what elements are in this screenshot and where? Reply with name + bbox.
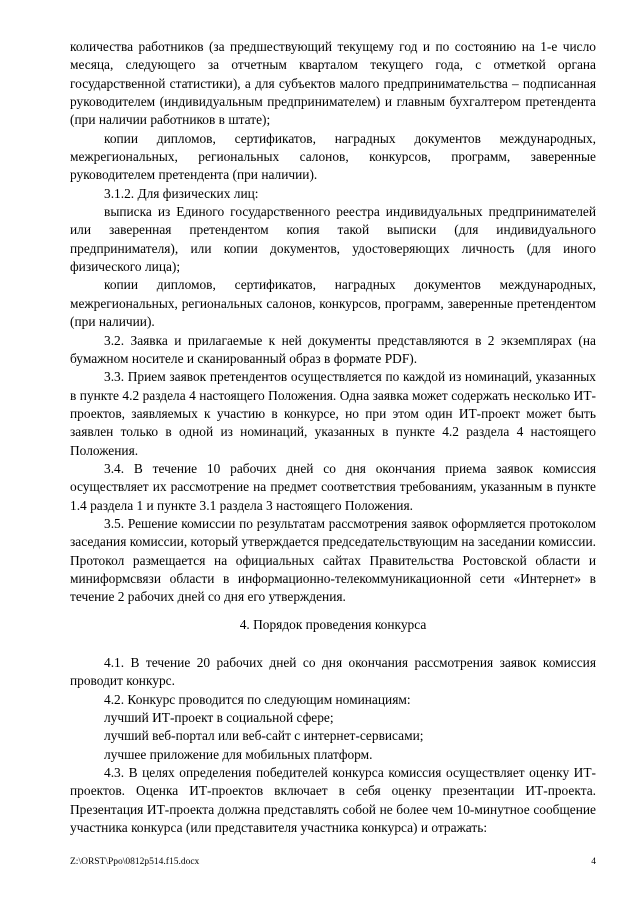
list-item-social: лучший ИТ-проект в социальной сфере; bbox=[104, 710, 334, 726]
paragraph-3-3: 3.3. Прием заявок претендентов осуществляется по каждой из номинаций, указанных в пункте 4.2 раздела 4 настоящего Положения. Одна заявка может содержать несколько ИТ-проектов, заявляемых к участию в конкурсе, но при этом один ИТ-проект может быть заявлен только в одной из номинаций, указанных в пункте 4.2 раздела 4 настоящего Положения. bbox=[70, 369, 596, 458]
footer-page-number: 4 bbox=[591, 857, 596, 867]
paragraph-3-5: 3.5. Решение комиссии по результатам рассмотрения заявок оформляется протоколом заседания комиссии, который утверждается председательствующим на заседании комиссии. Протокол размещается на официальных сайтах Правительства Ростовской области и миниформсвязи области в информационно-телекоммуникационной сети «Интернет» в течение 2 рабочих дней со дня его утверждения. bbox=[70, 515, 596, 605]
list-item-web-portal: лучший веб-портал или веб-сайт с интернет-сервисами; bbox=[104, 728, 424, 744]
section-heading: 4. Порядок проведения конкурса bbox=[239, 616, 427, 632]
document-body bbox=[70, 38, 596, 837]
paragraph-4-1: 4.1. В течение 20 рабочих дней со дня окончания рассмотрения заявок комиссия проводит конкурс. bbox=[70, 655, 596, 689]
paragraph-3-4: 3.4. В течение 10 рабочих дней со дня окончания приема заявок комиссия осуществляет их рассмотрение на предмет соответствия требованиям, указанным в пункте 1.4 раздела 1 и пункте 3.1 раздела 3 настоящего Положения. bbox=[70, 460, 596, 513]
paragraph-3-2: 3.2. Заявка и прилагаемые к ней документы представляются в 2 экземплярах (на бумажном носителе и сканированный образ в формате PDF). bbox=[70, 332, 596, 366]
paragraph-continuation: количества работников (за предшествующий текущему год и по состоянию на 1-е число месяца, следующего за отчетным кварталом текущего года, с отметкой органа государственной статистики), а для субъектов малого предпринимательства – подписанная руководителем (индивидуальным предпринимателем) и главным бухгалтером претендента (при наличии работников в штате); bbox=[70, 39, 596, 128]
footer-file-path: Z:\ORST\Ppo\0812p514.f15.docx bbox=[70, 857, 200, 867]
paragraph-4-2: 4.2. Конкурс проводится по следующим номинациям: bbox=[104, 691, 411, 707]
paragraph-3-1-2: 3.1.2. Для физических лиц: bbox=[104, 185, 259, 201]
paragraph-extract: выписка из Единого государственного реестра индивидуальных предпринимателей или заверенная претендентом копия такой выписки (для индивидуального предпринимателя), или копии документов, удостоверяющих личность (для иного физического лица); bbox=[70, 204, 596, 275]
paragraph-diplomas-legal: копии дипломов, сертификатов, наградных документов международных, межрегиональных, региональных салонов, конкурсов, программ, заверенные руководителем претендента (при наличии). bbox=[70, 130, 596, 183]
paragraph-diplomas-individual: копии дипломов, сертификатов, наградных документов международных, межрегиональных, региональных салонов, конкурсов, программ, заверенные претендентом (при наличии). bbox=[70, 277, 596, 330]
list-item-mobile: лучшее приложение для мобильных платформ. bbox=[104, 746, 373, 762]
paragraph-4-3: 4.3. В целях определения победителей конкурса комиссия осуществляет оценку ИТ-проектов. Оценка ИТ-проектов включает в себя оценку презентации ИТ-проекта. Презентация ИТ-проекта должна представлять собой не более чем 10-минутное сообщение участника конкурса (или представителя участника конкурса) и отражать: bbox=[70, 765, 596, 836]
